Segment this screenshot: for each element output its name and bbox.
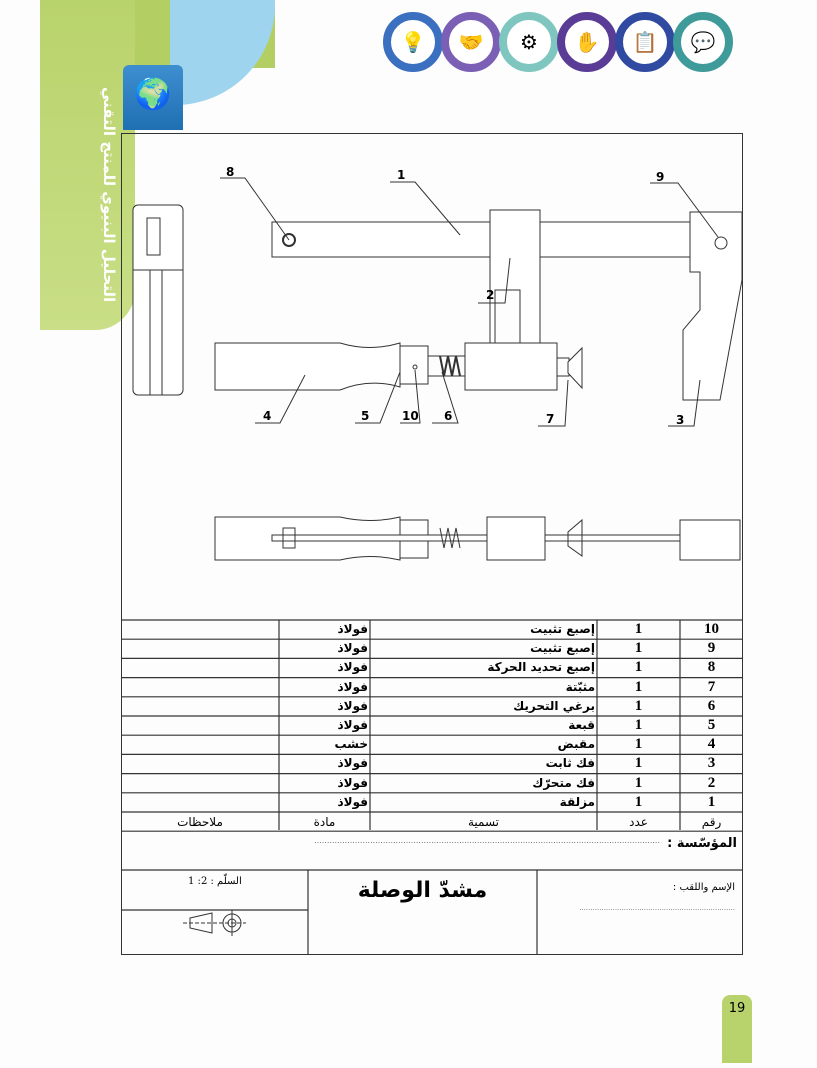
scale-label: السلّم : 2: 1 bbox=[188, 876, 242, 887]
row-count: 1 bbox=[634, 755, 643, 772]
row-name: مقبض bbox=[557, 737, 595, 752]
lightbulb-gear-icon: 💡 bbox=[383, 12, 443, 72]
row-material: خشب bbox=[334, 737, 368, 752]
row-name: قبعة bbox=[568, 718, 595, 732]
row-number: 8 bbox=[707, 659, 716, 676]
row-material: فولاذ bbox=[337, 622, 368, 636]
row-material: فولاذ bbox=[337, 679, 368, 694]
row-number: 7 bbox=[707, 678, 716, 695]
callout-10: 10 bbox=[402, 409, 419, 423]
raised-hands-icon: ✋ bbox=[557, 12, 617, 72]
header-material: مادة bbox=[313, 815, 336, 829]
handshake-icon: 🤝 bbox=[441, 12, 501, 72]
callout-7: 7 bbox=[546, 412, 555, 426]
chapter-title: التحليل البنيوي للمنتج التقني bbox=[100, 87, 118, 303]
row-name: مثبّتة bbox=[565, 679, 595, 694]
row-name: إصبع تحديد الحركة bbox=[487, 660, 595, 675]
row-number: 9 bbox=[707, 640, 716, 657]
row-number: 1 bbox=[707, 793, 716, 810]
header-count: عدد bbox=[629, 815, 648, 829]
row-count: 1 bbox=[634, 697, 643, 714]
callout-6: 6 bbox=[444, 409, 453, 423]
name-field[interactable]: ...................................................................... bbox=[579, 904, 735, 912]
globe-hands-icon: 🌍 bbox=[123, 65, 183, 130]
institution-label: المؤسّسة : bbox=[667, 836, 737, 851]
header-notes: ملاحظات bbox=[177, 815, 223, 829]
row-count: 1 bbox=[634, 640, 643, 657]
callout-9: 9 bbox=[656, 170, 665, 184]
row-name: إصبع تثبيت bbox=[530, 622, 595, 636]
row-count: 1 bbox=[634, 793, 643, 810]
row-number: 4 bbox=[707, 736, 716, 753]
row-material: فولاذ bbox=[337, 794, 368, 809]
drawing-title: مشدّ الوصلة bbox=[357, 878, 488, 903]
callout-1: 1 bbox=[397, 168, 406, 182]
row-material: فولاذ bbox=[337, 775, 368, 790]
network-people-icon: ⚙ bbox=[499, 12, 559, 72]
row-material: فولاذ bbox=[337, 698, 368, 713]
row-material: فولاذ bbox=[337, 718, 368, 732]
row-name: فك متحرّك bbox=[532, 775, 595, 790]
side-view bbox=[133, 205, 183, 395]
teacher-board-icon: 📋 bbox=[615, 12, 675, 72]
name-label: الإسم واللقب : bbox=[672, 882, 735, 893]
row-count: 1 bbox=[634, 717, 643, 733]
row-name: إصبع تثبيت bbox=[530, 641, 595, 656]
row-count: 1 bbox=[634, 736, 643, 753]
callout-5: 5 bbox=[361, 409, 370, 423]
row-number: 3 bbox=[707, 755, 716, 772]
callout-3: 3 bbox=[676, 413, 685, 427]
front-view bbox=[215, 210, 742, 400]
row-name: برغي التحريك bbox=[513, 698, 595, 713]
row-name: مزلقة bbox=[559, 794, 595, 809]
row-count: 1 bbox=[634, 774, 643, 791]
page-number: 19 bbox=[722, 995, 752, 1063]
discussion-icon: 💬 bbox=[673, 12, 733, 72]
institution-field[interactable]: ........................................................................................................................................ bbox=[314, 836, 660, 845]
row-material: فولاذ bbox=[337, 756, 368, 771]
header-name: تسمية bbox=[467, 815, 500, 829]
top-view bbox=[215, 517, 740, 560]
row-number: 10 bbox=[704, 621, 719, 637]
row-name: فك ثابت bbox=[545, 756, 595, 771]
row-count: 1 bbox=[634, 678, 643, 695]
row-number: 2 bbox=[707, 774, 716, 791]
projection-symbol bbox=[183, 910, 246, 936]
header-number: رقم bbox=[701, 815, 722, 829]
row-number: 6 bbox=[707, 697, 716, 714]
callout-4: 4 bbox=[263, 409, 272, 423]
row-material: فولاذ bbox=[337, 641, 368, 656]
row-number: 5 bbox=[707, 717, 716, 733]
callout-2: 2 bbox=[486, 288, 495, 302]
row-count: 1 bbox=[634, 621, 643, 637]
row-count: 1 bbox=[634, 659, 643, 676]
row-material: فولاذ bbox=[337, 660, 368, 675]
callout-8: 8 bbox=[226, 165, 235, 179]
